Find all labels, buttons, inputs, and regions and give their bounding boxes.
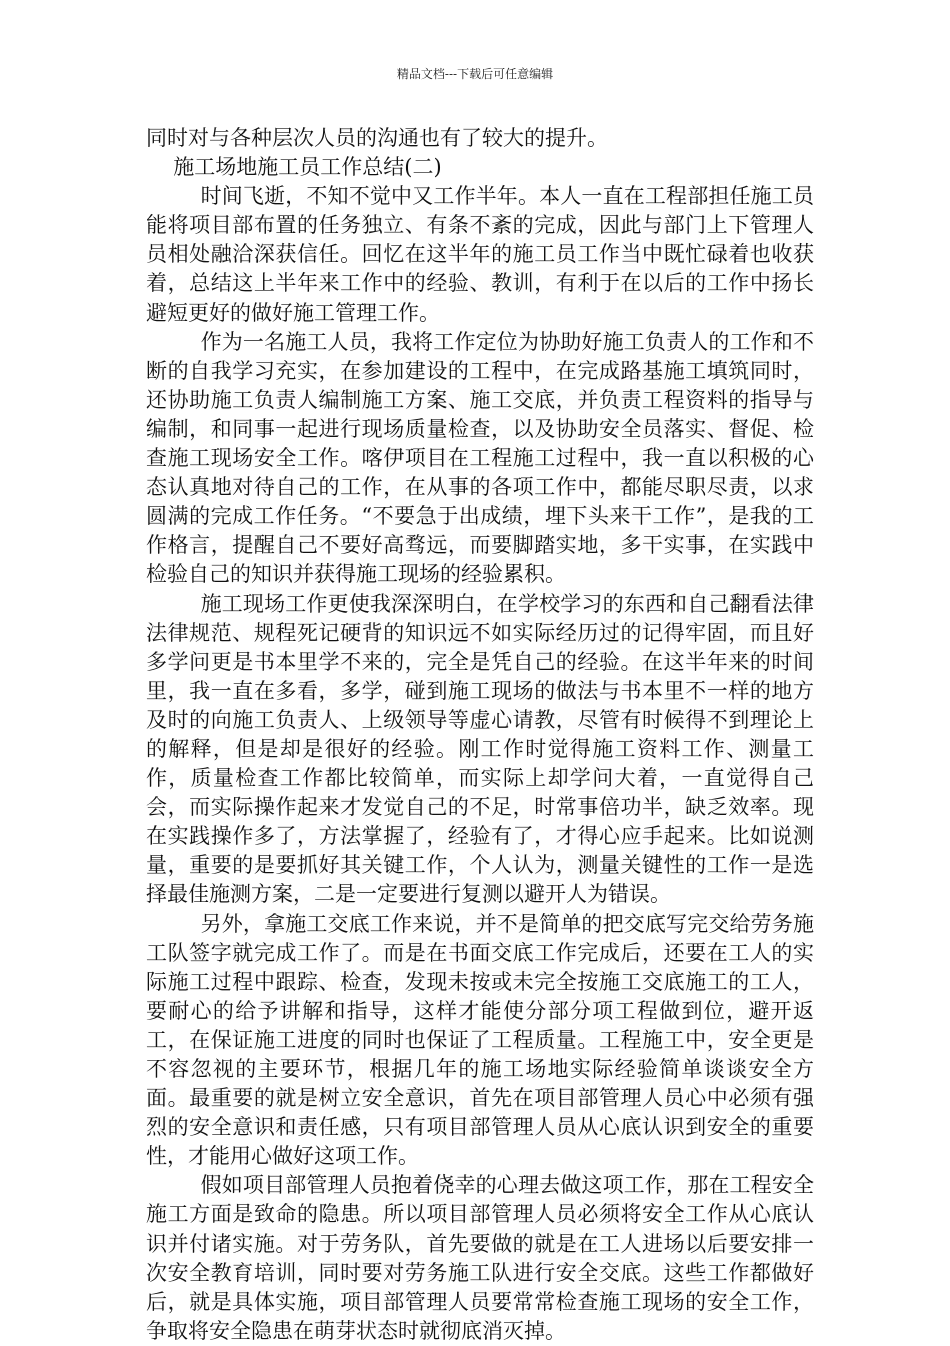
paragraph-continuation: 同时对与各种层次人员的沟通也有了较大的提升。 xyxy=(146,126,608,150)
paragraph: 作为一名施工人员，我将工作定位为协助好施工负责人的工作和不断的自我学习充实，在参加建设的工程中，在完成路基施工填筑同时，还协助施工负责人编制施工方案、施工交底，并负责工程资料的指导与编制，和同事一起进行现场质量检查，以及协助安全员落实、督促、检查施工现场安全工作。喀伊项目在工程施工过程中，我一直以积极的心态认真地对待自己的工作，在从事的各项工作中，都能尽职尽责，以求圆满的完成工作任务。“不要急于出成绩，埋下头来干工作”，是我的工作格言，提醒自己不要好高骛远，而要脚踏实地，多干实事，在实践中检验自己的知识并获得施工现场的经验累积。 xyxy=(146,329,814,587)
page-header: 精品文档---下载后可任意编辑 xyxy=(396,67,554,81)
document-body xyxy=(146,124,814,1346)
paragraph: 施工现场工作更使我深深明白，在学校学习的东西和自己翻看法律法律规范、规程死记硬背的知识远不如实际经历过的记得牢固，而且好多学问更是书本里学不来的，完全是凭自己的经验。在这半年来的时间里，我一直在多看，多学，碰到施工现场的做法与书本里不一样的地方及时的向施工负责人、上级领导等虚心请教，尽管有时候得不到理论上的解释，但是却是很好的经验。刚工作时觉得施工资料工作、测量工作，质量检查工作都比较简单，而实际上却学问大着，一直觉得自己会，而实际操作起来才发觉自己的不足，时常事倍功半，缺乏效率。现在实践操作多了，方法掌握了，经验有了，才得心应手起来。比如说测量，重要的是要抓好其关键工作，个人认为，测量关键性的工作一是选择最佳施测方案，二是一定要进行复测以避开人为错误。 xyxy=(146,591,814,907)
paragraph: 假如项目部管理人员抱着侥幸的心理去做这项工作，那在工程安全施工方面是致命的隐患。所以项目部管理人员必须将安全工作从心底认识并付诸实施。对于劳务队，首先要做的就是在工人进场以后要安排一次安全教育培训，同时要对劳务施工队进行安全交底。这些工作都做好后，就是具体实施，项目部管理人员要常常检查施工现场的安全工作，争取将安全隐患在萌芽状态时就彻底消灭掉。 xyxy=(146,1173,814,1343)
paragraph: 另外，拿施工交底工作来说，并不是简单的把交底写完交给劳务施工队签字就完成工作了。而是在书面交底工作完成后，还要在工人的实际施工过程中跟踪、检查，发现未按或未完全按施工交底施工的工人，要耐心的给予讲解和指导，这样才能使分部分项工程做到位，避开返工，在保证施工进度的同时也保证了工程质量。工程施工中，安全更是不容忽视的主要环节，根据几年的施工场地实际经验简单谈谈安全方面。最重要的就是树立安全意识，首先在项目部管理人员心中必须有强烈的安全意识和责任感，只有项目部管理人员从心底认识到安全的重要性，才能用心做好这项工作。 xyxy=(146,911,814,1169)
section-heading: 施工场地施工员工作总结(二) xyxy=(173,155,442,180)
paragraph: 时间飞逝，不知不觉中又工作半年。本人一直在工程部担任施工员能将项目部布置的任务独立、有条不紊的完成，因此与部门上下管理人员相处融洽深获信任。回忆在这半年的施工员工作当中既忙碌着也收获着，总结这上半年来工作中的经验、教训，有利于在以后的工作中扬长避短更好的做好施工管理工作。 xyxy=(146,184,814,325)
